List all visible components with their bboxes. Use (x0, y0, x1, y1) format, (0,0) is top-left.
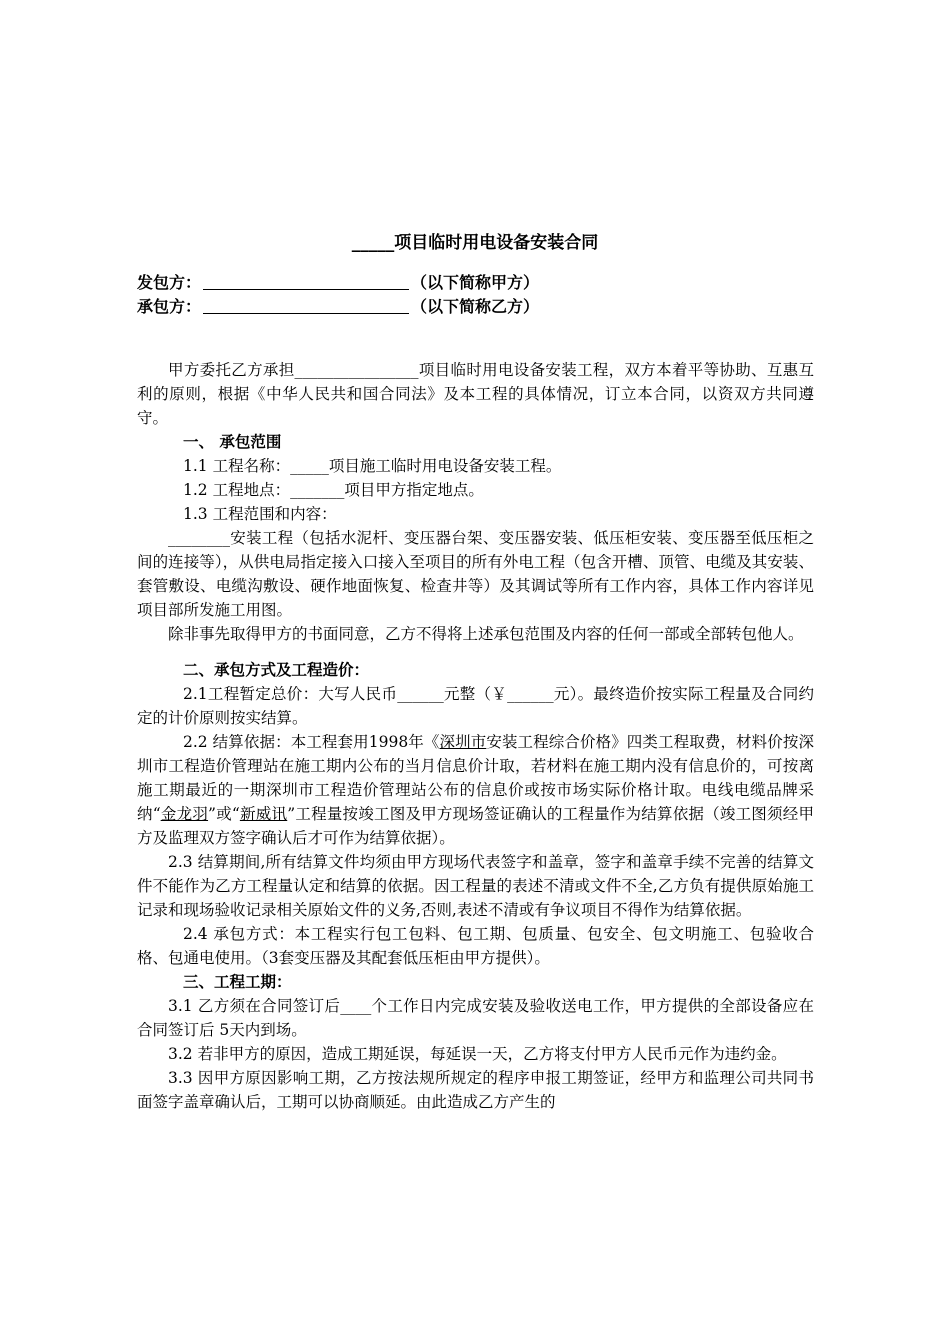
item-2-2-part-c: ”或“ (208, 805, 240, 823)
item-3-1: 3.1 乙方须在合同签订后____个工作日内完成安装及验收送电工作，甲方提供的全部设备应在合同签订后 5天内到场。 (137, 997, 814, 1039)
item-2-3: 2.3 结算期间,所有结算文件均须由甲方现场代表签字和盖章，签字和盖章手续不完善的结算文件不能作为乙方工程量认定和结算的依据。因工程量的表述不清或文件不全,乙方负有提供原始施工记录和现场验收记录相关原始文件的义务,否则,表述不清或有争议项目不得作为结算依据。 (137, 853, 814, 919)
section-3-heading: 三、工程工期： (183, 973, 292, 991)
item-2-2-part-d: ”工程量按竣工图及甲方现场签证确认的工程量作为结算依据（竣工图须经甲方及监理双方签字确认后才可作为结算依据）。 (137, 805, 814, 847)
item-2-2 (137, 730, 814, 850)
party-b-suffix: （以下简称乙方） (411, 297, 540, 316)
item-1-3: 1.3 工程范围和内容： (183, 505, 337, 523)
item-2-2-part-a: 2.2 结算依据：本工程套用1998年《 (183, 733, 440, 751)
xinweixun-link[interactable]: 新威讯 (239, 805, 288, 823)
subcontract-note: 除非事先取得甲方的书面同意，乙方不得将上述承包范围及内容的任何一部或全部转包他人。 (168, 625, 804, 643)
page-title: _____项目临时用电设备安装合同 (351, 233, 599, 253)
party-a-suffix: （以下简称甲方） (411, 273, 540, 292)
item-3-2: 3.2 若非甲方的原因，造成工期延误，每延误一天，乙方将支付甲方人民币元作为违约金。 (168, 1045, 787, 1063)
section-1-heading: 一、 承包范围 (183, 433, 282, 451)
section-2-heading: 二、承包方式及工程造价： (183, 661, 370, 679)
intro-paragraph: 甲方委托乙方承担________________项目临时用电设备安装工程，双方本着平等协助、互惠互利的原则，根据《中华人民共和国合同法》及本工程的具体情况，订立本合同，以资双方共同遵守。 (137, 361, 814, 427)
item-1-2: 1.2 工程地点：_______项目甲方指定地点。 (183, 481, 484, 499)
contract-body (137, 358, 814, 1114)
shenzhen-link[interactable]: 深圳市 (439, 733, 487, 751)
item-2-1: 2.1工程暂定总价：大写人民币______元整（￥______元）。最终造价按实际工程量及合同约定的计价原则按实结算。 (137, 685, 814, 727)
item-3-3: 3.3 因甲方原因影响工期，乙方按法规所规定的程序申报工期签证，经甲方和监理公司共同书面签字盖章确认后，工期可以协商顺延。由此造成乙方产生的 (137, 1069, 814, 1111)
party-a-line (137, 270, 539, 293)
party-a-blank (203, 275, 409, 290)
party-a-label: 发包方： (137, 273, 202, 292)
party-b-line (137, 294, 539, 317)
item-2-4: 2.4 承包方式：本工程实行包工包料、包工期、包质量、包安全、包文明施工、包验收合格、包通电使用。（3套变压器及其配套低压柜由甲方提供）。 (137, 925, 814, 967)
item-2-2-part-b: 安装工程综合价格》四类工程取费，材料价按深圳市工程造价管理站在施工期内公布的当月信息价计取，若材料在施工期内没有信息价的，可按离施工期最近的一期深圳市工程造价管理站公布的信息价或按市场实际价格计取。电线电缆品牌采纳“ (137, 733, 814, 823)
jinlongyu-link[interactable]: 金龙羽 (160, 805, 209, 823)
item-1-1: 1.1 工程名称：_____项目施工临时用电设备安装工程。 (183, 457, 562, 475)
scope-paragraph: ________安装工程（包括水泥杆、变压器台架、变压器安装、低压柜安装、变压器至低压柜之间的连接等），从供电局指定接入口接入至项目的所有外电工程（包含开槽、顶管、电缆及其安装、套管敷设、电缆沟敷设、硬作地面恢复、检查井等）及其调试等所有工作内容，具体工作内容详见项目部所发施工用图。 (137, 529, 814, 619)
party-b-blank (203, 299, 409, 314)
party-b-label: 承包方： (137, 297, 202, 316)
